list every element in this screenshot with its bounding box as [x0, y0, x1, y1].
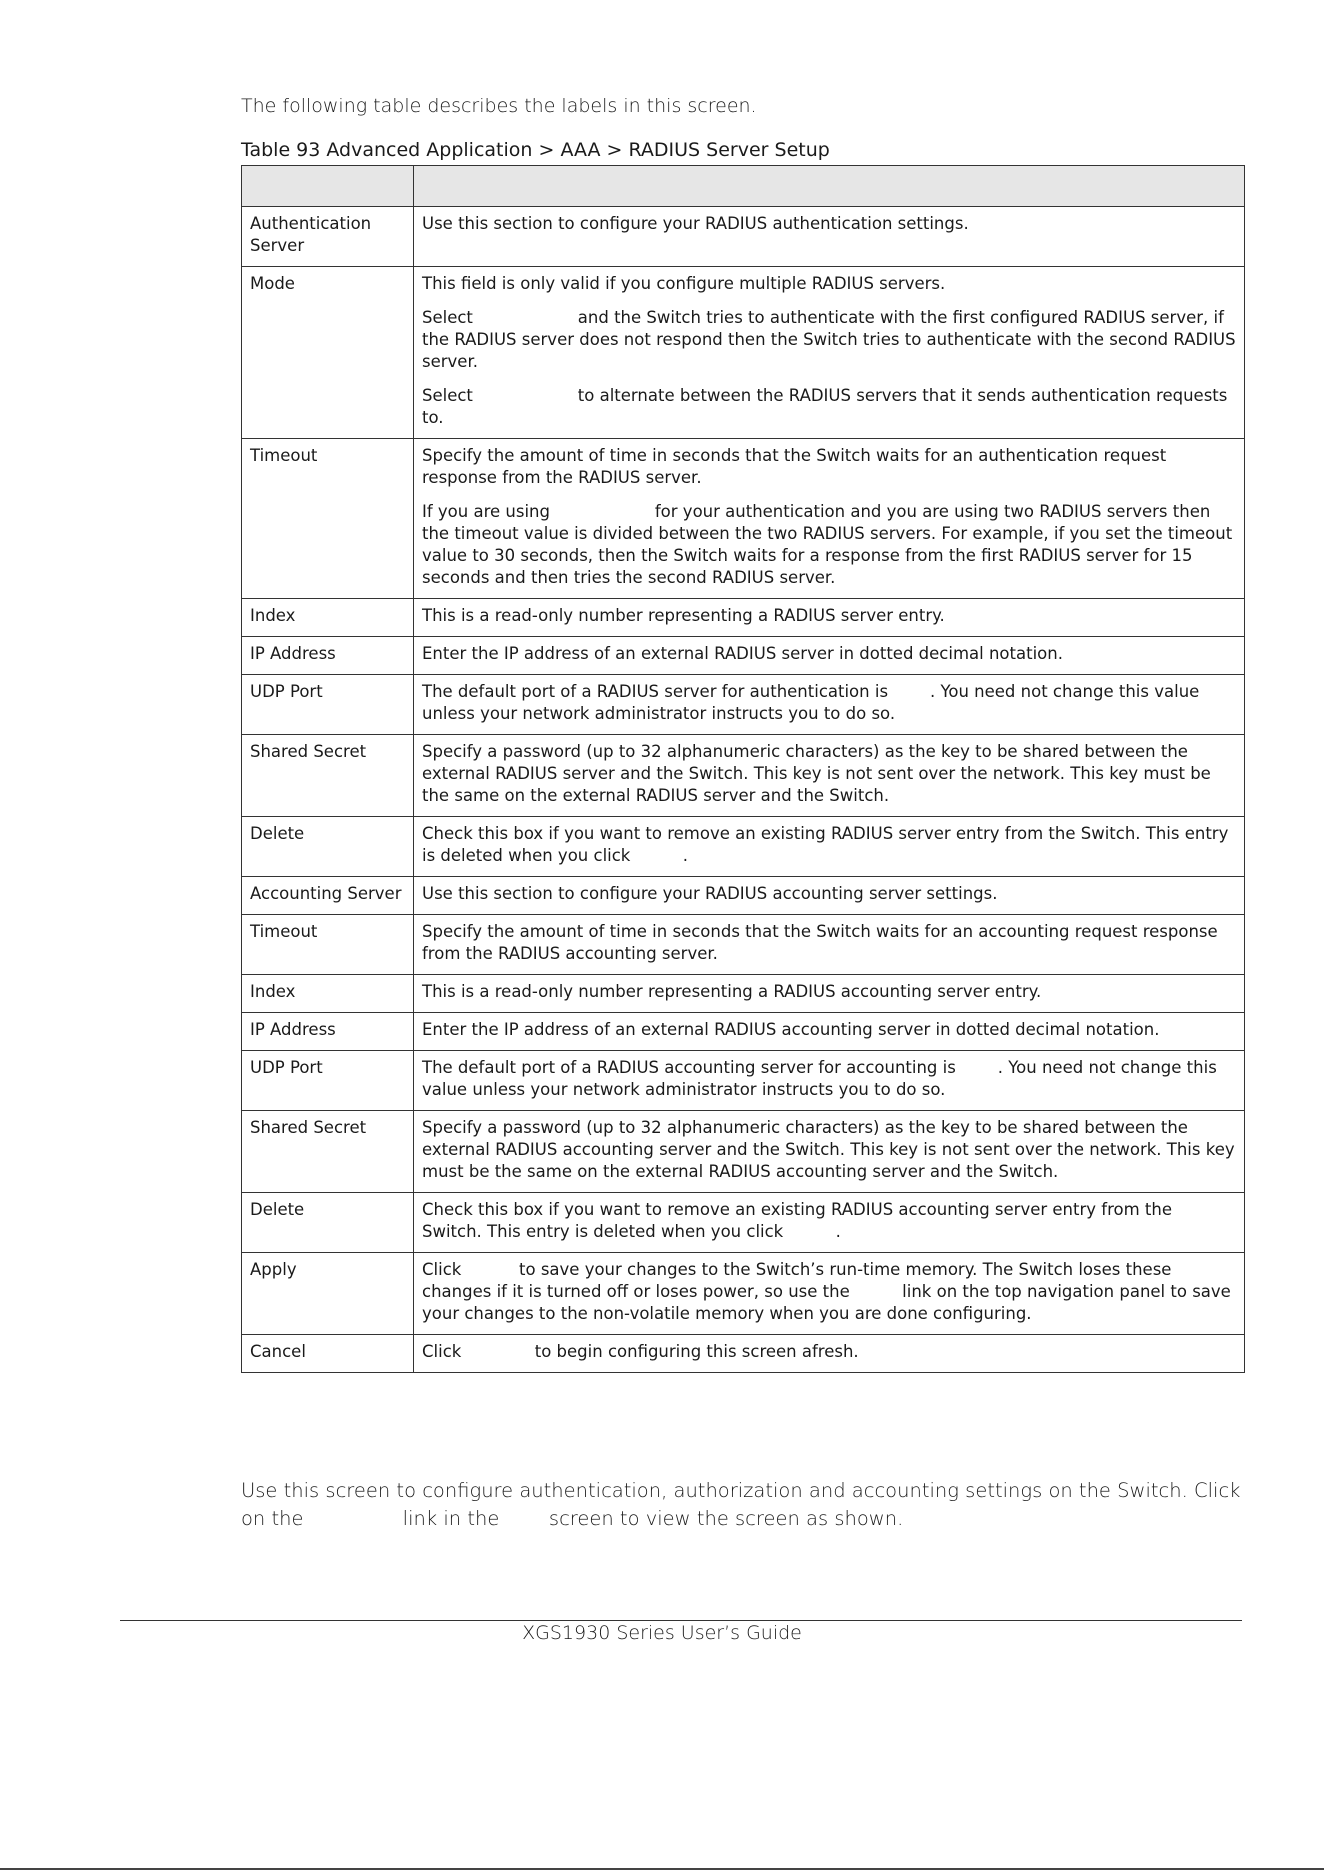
table-row — [242, 1193, 1245, 1253]
row-label: Authentication Server — [242, 207, 414, 267]
row-description — [414, 877, 1245, 915]
table-row — [242, 267, 1245, 439]
row-description — [414, 1051, 1245, 1111]
row-label: Accounting Server — [242, 877, 414, 915]
table-caption: Table 93 Advanced Application > AAA > RADIUS Server Setup — [241, 139, 830, 161]
table-row — [242, 1051, 1245, 1111]
row-label: Shared Secret — [242, 735, 414, 817]
table-row — [242, 735, 1245, 817]
description-paragraph: This is a read-only number representing a RADIUS accounting server entry. — [422, 982, 1042, 1001]
description-paragraph: Use this section to configure your RADIUS authentication settings. — [422, 214, 969, 233]
row-label: Timeout — [242, 439, 414, 599]
section-intro-paragraph: Use this screen to configure authentication, authorization and accounting settings on the Switch. Click on the link in the screen to view the screen as shown. — [241, 1479, 1247, 1530]
row-label: Timeout — [242, 915, 414, 975]
row-description — [414, 267, 1245, 439]
row-description — [414, 637, 1245, 675]
row-label: Delete — [242, 817, 414, 877]
description-paragraph: Specify the amount of time in seconds that the Switch waits for an accounting request response from the RADIUS accounting server. — [422, 922, 1223, 963]
row-description — [414, 1335, 1245, 1373]
row-description — [414, 1013, 1245, 1051]
table-row — [242, 915, 1245, 975]
description-paragraph: Select and the Switch tries to authenticate with the first configured RADIUS server, if the RADIUS server does not respond then the Switch tries to authenticate with the second RADIUS server. — [422, 308, 1241, 371]
table-row — [242, 637, 1245, 675]
row-description — [414, 735, 1245, 817]
description-paragraph: If you are using for your authentication and you are using two RADIUS servers then the timeout value is divided between the two RADIUS servers. For example, if you set the timeout value to 30 seconds, then the Switch waits for a response from the first RADIUS server for 15 seconds and then tries the second RADIUS server. — [422, 502, 1238, 587]
table-row — [242, 817, 1245, 877]
row-description — [414, 1111, 1245, 1193]
table-row — [242, 1335, 1245, 1373]
header-description — [414, 166, 1245, 207]
row-label: Cancel — [242, 1335, 414, 1373]
row-label: Apply — [242, 1253, 414, 1335]
description-paragraph: Check this box if you want to remove an existing RADIUS accounting server entry from the Switch. This entry is deleted when you click . — [422, 1200, 1178, 1241]
row-label: Shared Secret — [242, 1111, 414, 1193]
table-row — [242, 1013, 1245, 1051]
description-paragraph: Use this section to configure your RADIUS accounting server settings. — [422, 884, 998, 903]
footer-title: XGS1930 Series User’s Guide — [522, 1622, 802, 1644]
table-row — [242, 877, 1245, 915]
description-paragraph: This field is only valid if you configure multiple RADIUS servers. — [422, 274, 946, 293]
description-paragraph: Specify a password (up to 32 alphanumeric characters) as the key to be shared between the external RADIUS accounting server and the Switch. This key is not sent over the network. This key must be the same on the external RADIUS accounting server and the Switch. — [422, 1118, 1240, 1181]
header-label — [242, 166, 414, 207]
row-label: IP Address — [242, 1013, 414, 1051]
description-paragraph: Enter the IP address of an external RADIUS accounting server in dotted decimal notation. — [422, 1020, 1160, 1039]
row-description — [414, 1193, 1245, 1253]
footer-divider — [120, 1620, 1242, 1621]
row-description — [414, 207, 1245, 267]
table-row — [242, 599, 1245, 637]
table-body — [242, 207, 1245, 1373]
table-row — [242, 975, 1245, 1013]
row-label: Index — [242, 599, 414, 637]
table-header-row — [242, 166, 1245, 207]
description-paragraph: The default port of a RADIUS accounting server for accounting is . You need not change this value unless your network administrator instructs you to do so. — [422, 1058, 1223, 1099]
description-paragraph: The default port of a RADIUS server for authentication is . You need not change this value unless your network administrator instructs you to do so. — [422, 682, 1205, 723]
row-label: Index — [242, 975, 414, 1013]
row-label: UDP Port — [242, 1051, 414, 1111]
table-row — [242, 1111, 1245, 1193]
row-description — [414, 599, 1245, 637]
description-paragraph: Specify the amount of time in seconds that the Switch waits for an authentication request response from the RADIUS server. — [422, 446, 1172, 487]
label-description-table — [241, 165, 1245, 1373]
description-paragraph: Check this box if you want to remove an existing RADIUS server entry from the Switch. This entry is deleted when you click . — [422, 824, 1234, 865]
description-paragraph: Click to save your changes to the Switch’s run-time memory. The Switch loses these changes if it is turned off or loses power, so use the link on the top navigation panel to save your changes to the non-volatile memory when you are done configuring. — [422, 1260, 1237, 1323]
description-paragraph: This is a read-only number representing a RADIUS server entry. — [422, 606, 945, 625]
description-paragraph: Select to alternate between the RADIUS servers that it sends authentication requests to. — [422, 386, 1233, 427]
row-label: Delete — [242, 1193, 414, 1253]
row-label: IP Address — [242, 637, 414, 675]
table-row — [242, 1253, 1245, 1335]
intro-text: The following table describes the labels in this screen. — [241, 95, 757, 117]
row-description — [414, 1253, 1245, 1335]
description-paragraph: Enter the IP address of an external RADIUS server in dotted decimal notation. — [422, 644, 1063, 663]
row-description — [414, 915, 1245, 975]
row-description — [414, 975, 1245, 1013]
table-row — [242, 675, 1245, 735]
row-description — [414, 817, 1245, 877]
row-label: UDP Port — [242, 675, 414, 735]
table-row — [242, 439, 1245, 599]
page-bottom-edge — [0, 1868, 1324, 1870]
description-paragraph: Click to begin configuring this screen afresh. — [422, 1342, 859, 1361]
description-paragraph: Specify a password (up to 32 alphanumeric characters) as the key to be shared between the external RADIUS server and the Switch. This key is not sent over the network. This key must be the same on the external RADIUS server and the Switch. — [422, 742, 1217, 805]
row-label: Mode — [242, 267, 414, 439]
row-description — [414, 439, 1245, 599]
row-description — [414, 675, 1245, 735]
table-row — [242, 207, 1245, 267]
